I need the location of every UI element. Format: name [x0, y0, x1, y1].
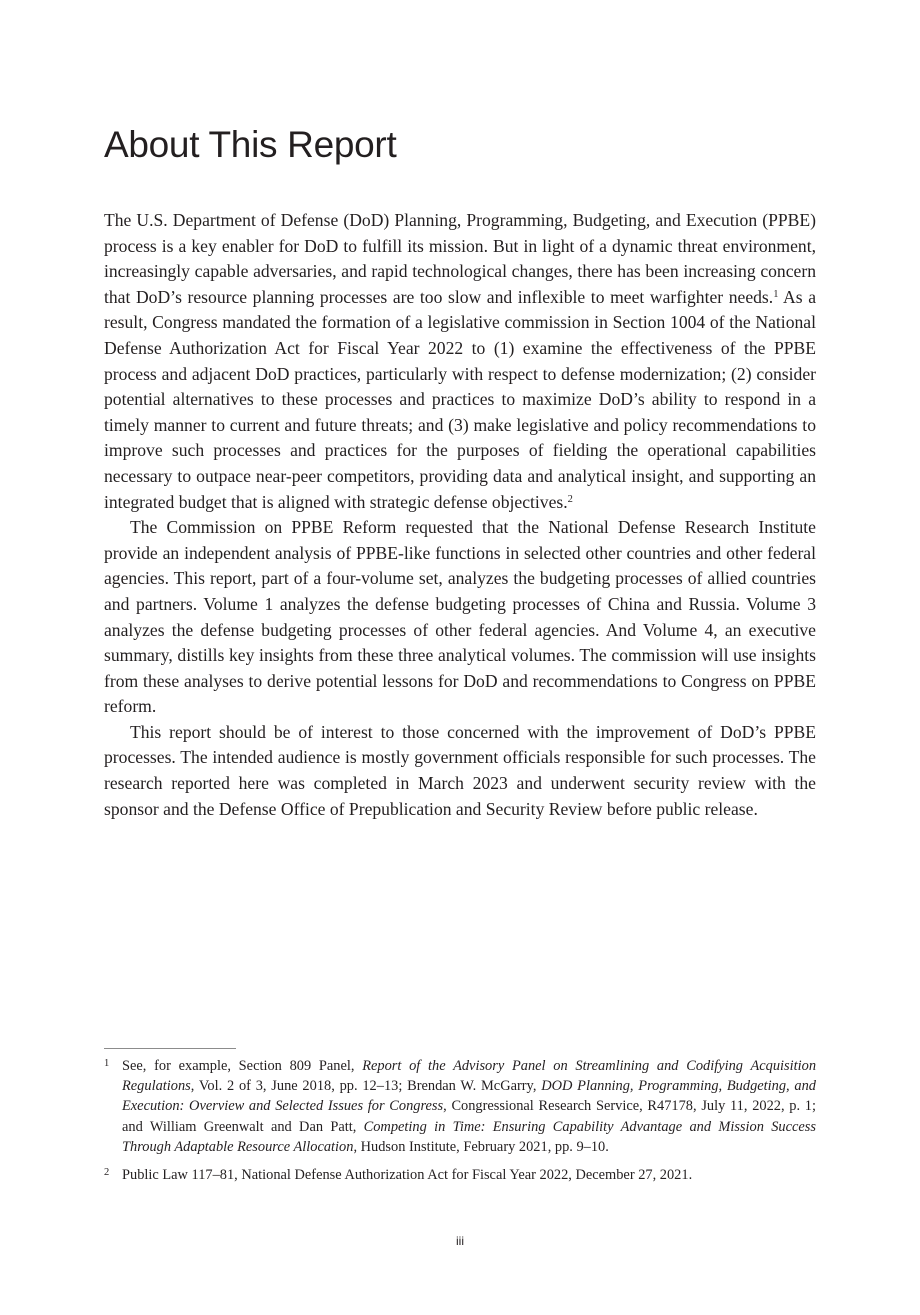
footnote-2	[104, 1165, 816, 1185]
footnote-1-title-1: Report of the Advisory Panel on Streamlining and Codifying Acquisition Regulations	[122, 1058, 817, 1095]
footnote-1-title-2: DOD Planning, Programming, Budgeting, and Execution: Overview and Selected Issues for Congress	[122, 1078, 816, 1115]
footnote-divider	[104, 1048, 236, 1049]
footnote-2-text: Public Law 117–81, National Defense Authorization Act for Fiscal Year 2022, December 27, 2021.	[122, 1167, 693, 1184]
paragraph-1	[104, 208, 816, 515]
footnote-2-number: 2	[104, 1167, 110, 1179]
footnote-1-text-4: , Hudson Institute, February 2021, pp. 9–10.	[353, 1138, 609, 1155]
footnote-1-text-2: , Vol. 2 of 3, June 2018, pp. 12–13; Brendan W. McGarry,	[190, 1078, 542, 1095]
footnotes	[104, 1056, 816, 1193]
page-title: About This Report	[104, 124, 397, 165]
footnote-1-title-3: Competing in Time: Ensuring Capability Advantage and Mission Success Through Adaptable Resource Allocation	[122, 1118, 816, 1155]
paragraph-1-text-a: The U.S. Department of Defense (DoD) Planning, Programming, Budgeting, and Execution (PPBE) process is a key enabler for DoD to fulfill its mission. But in light of a dynamic threat environment, increasingly capable adversaries, and rapid technological changes, there has been increasing concern that DoD’s resource planning processes are too slow and inflexible to meet warfighter needs.	[104, 210, 816, 307]
footnote-1-text-3: , Congressional Research Service, R47178, July 11, 2022, p. 1; and William Greenwalt and Dan Patt,	[122, 1098, 817, 1135]
body-text	[104, 208, 816, 822]
page-number: iii	[456, 1234, 464, 1248]
paragraph-3: This report should be of interest to those concerned with the improvement of DoD’s PPBE processes. The intended audience is mostly government officials responsible for such processes. The research reported here was completed in March 2023 and underwent security review with the sponsor and the Defense Office of Prepublication and Security Review before public release.	[104, 721, 816, 819]
footnote-1	[104, 1056, 816, 1157]
footnote-ref-1[interactable]: 1	[773, 288, 779, 300]
paragraph-2: The Commission on PPBE Reform requested that the National Defense Research Institute provide an independent analysis of PPBE-like functions in selected other countries and other federal agencies. This report, part of a four-volume set, analyzes the budgeting processes of allied countries and partners. Volume 1 analyzes the defense budgeting processes of China and Russia. Volume 3 analyzes the defense budgeting processes of other federal agencies. And Volume 4, an executive summary, distills key insights from these three analytical volumes. The commission will use insights from these analyses to derive potential lessons for DoD and recommendations to Congress on PPBE reform.	[104, 517, 816, 717]
footnote-ref-2[interactable]: 2	[567, 493, 573, 505]
paragraph-1-text-b: As a result, Congress mandated the formation of a legislative commission in Section 1004 of the National Defense Authorization Act for Fiscal Year 2022 to (1) examine the effectiveness of the PPBE process and adjacent DoD practices, particularly with respect to defense modernization; (2) consider potential alternatives to these processes and practices to maximize DoD’s ability to respond in a timely manner to current and future threats; and (3) make legislative and policy recommendations to improve such processes and practices for the purposes of fielding the operational capabilities necessary to outpace near-peer competitors, providing data and analytical insight, and supporting an integrated budget that is aligned with strategic defense objectives.	[104, 286, 817, 512]
footnote-1-text-1: See, for example, Section 809 Panel,	[122, 1058, 363, 1074]
footnote-1-number: 1	[104, 1058, 110, 1069]
